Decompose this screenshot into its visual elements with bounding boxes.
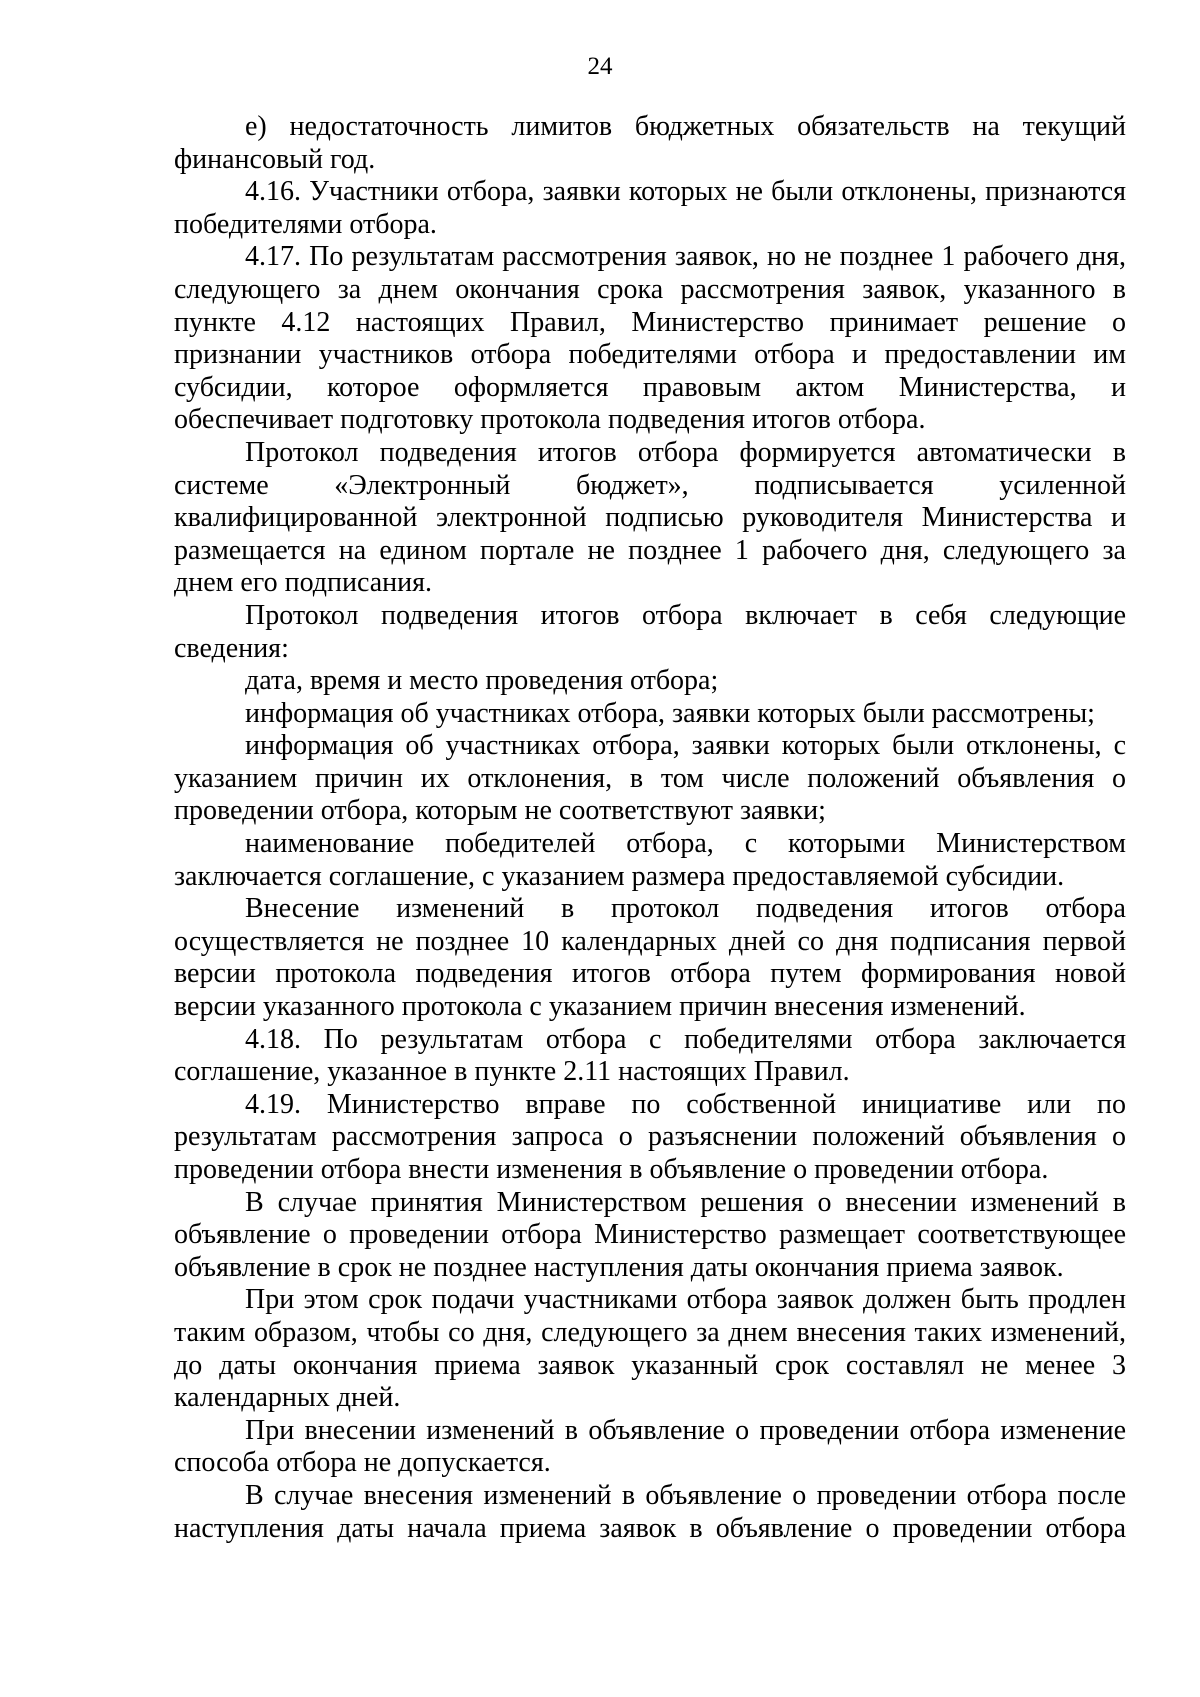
paragraph: При внесении изменений в объявление о проведении отбора изменение способа отбора не допускается.	[174, 1414, 1126, 1479]
paragraph: Протокол подведения итогов отбора включает в себя следующие сведения:	[174, 599, 1126, 664]
paragraph: 4.19. Министерство вправе по собственной инициативе или по результатам рассмотрения запроса о разъяснении положений объявления о проведении отбора внести изменения в объявление о проведении отбора.	[174, 1088, 1126, 1185]
paragraph: Внесение изменений в протокол подведения итогов отбора осуществляется не позднее 10 календарных дней со дня подписания первой версии протокола подведения итогов отбора путем формирования новой версии указанного протокола с указанием причин внесения изменений.	[174, 893, 1126, 1023]
paragraph: информация об участниках отбора, заявки которых были отклонены, с указанием причин их отклонения, в том числе положений объявления о проведении отбора, которым не соответствуют заявки;	[174, 730, 1126, 827]
paragraph: В случае принятия Министерством решения о внесении изменений в объявление о проведении отбора Министерство размещает соответствующее объявление в срок не позднее наступления даты окончания приема заявок.	[174, 1186, 1126, 1283]
paragraph: 4.16. Участники отбора, заявки которых не были отклонены, признаются победителями отбора.	[174, 176, 1126, 240]
paragraph: В случае внесения изменений в объявление о проведении отбора после наступления даты начала приема заявок в объявление о проведении отбора	[174, 1479, 1126, 1544]
paragraph: Протокол подведения итогов отбора формируется автоматически в системе «Электронный бюджет», подписывается усиленной квалифицированной электронной подписью руководителя Министерства и размещается на едином портале не позднее 1 рабочего дня, следующего за днем его подписания.	[174, 436, 1126, 599]
paragraph: дата, время и место проведения отбора;	[245, 665, 719, 697]
paragraph: информация об участниках отбора, заявки которых были рассмотрены;	[245, 697, 1095, 729]
paragraph: 4.18. По результатам отбора с победителями отбора заключается соглашение, указанное в пункте 2.11 настоящих Правил.	[174, 1023, 1126, 1088]
page-number: 24	[587, 53, 613, 80]
paragraph: При этом срок подачи участниками отбора заявок должен быть продлен таким образом, чтобы со дня, следующего за днем внесения таких изменений, до даты окончания приема заявок указанный срок составлял не менее 3 календарных дней.	[174, 1284, 1126, 1414]
paragraph: е) недостаточность лимитов бюджетных обязательств на текущий финансовый год.	[174, 111, 1126, 175]
paragraph: 4.17. По результатам рассмотрения заявок, но не позднее 1 рабочего дня, следующего за днем окончания срока рассмотрения заявок, указанного в пункте 4.12 настоящих Правил, Министерство принимает решение о признании участников отбора победителями отбора и предоставлении им субсидии, которое оформляется правовым актом Министерства, и обеспечивает подготовку протокола подведения итогов отбора.	[174, 241, 1126, 436]
paragraph: наименование победителей отбора, с которыми Министерством заключается соглашение, с указанием размера предоставляемой субсидии.	[174, 828, 1126, 892]
document-body	[174, 111, 1126, 1545]
